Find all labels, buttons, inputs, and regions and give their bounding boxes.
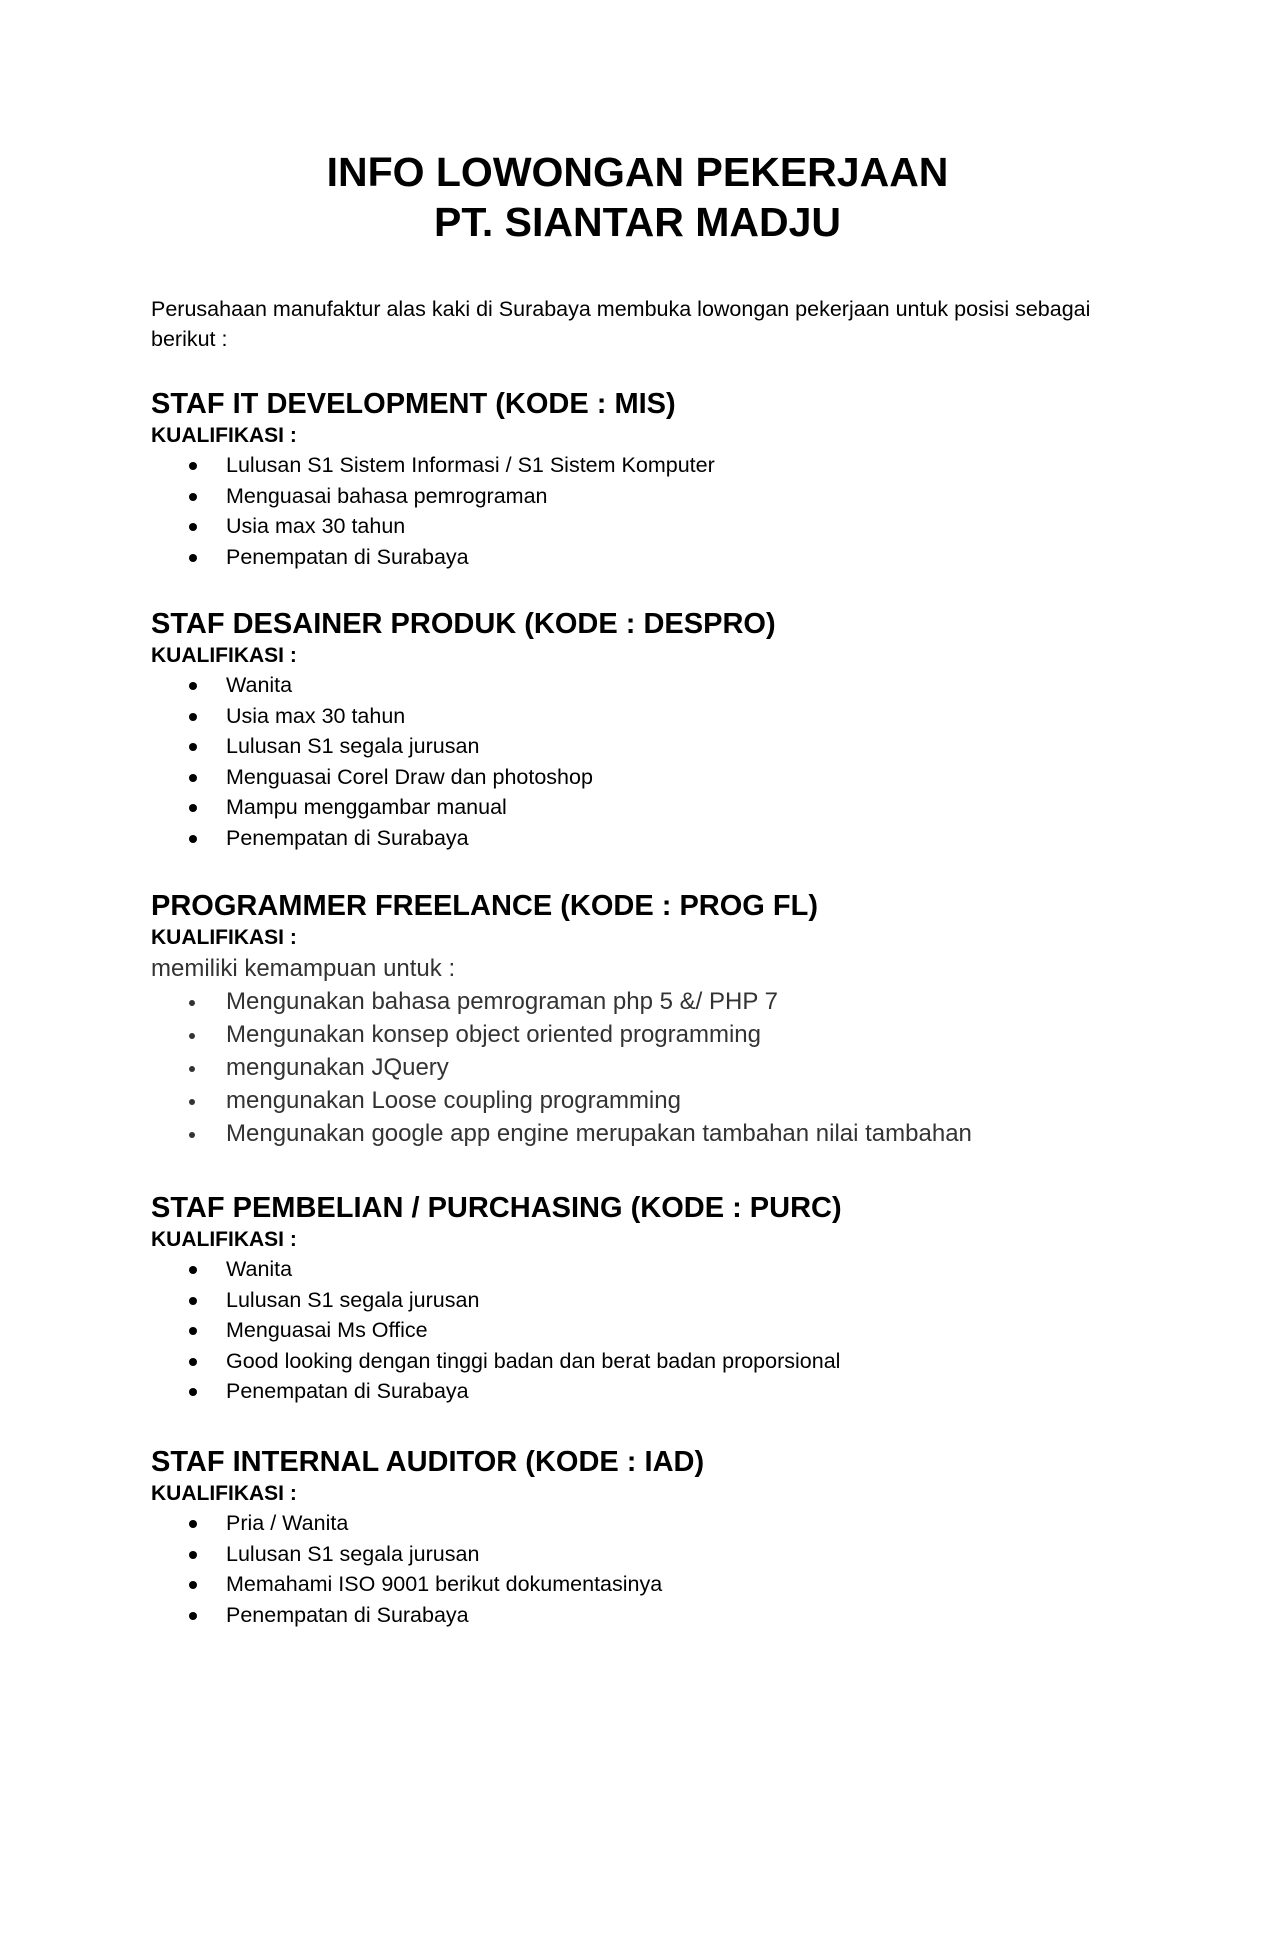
- list-item: [151, 1254, 1201, 1285]
- section-heading: STAF IT DEVELOPMENT (KODE : MIS): [151, 388, 676, 420]
- intro-paragraph: Perusahaan manufaktur alas kaki di Surabaya membuka lowongan pekerjaan untuk posisi sebagai berikut :: [151, 297, 1091, 351]
- bullet-icon: [189, 1000, 195, 1006]
- bullet-icon: [189, 1612, 197, 1620]
- section-staf-desainer-produk: [151, 606, 1201, 853]
- list-item-text: Lulusan S1 segala jurusan: [226, 1287, 480, 1312]
- bullet-icon: [189, 554, 197, 562]
- section-subtext: memiliki kemampuan untuk :: [151, 955, 456, 982]
- document-title-line-2: PT. SIANTAR MADJU: [434, 199, 841, 245]
- kualifikasi-label: KUALIFIKASI :: [151, 926, 297, 949]
- bullet-icon: [189, 493, 197, 501]
- section-heading: STAF PEMBELIAN / PURCHASING (KODE : PURC): [151, 1192, 842, 1224]
- bullet-icon: [189, 682, 197, 690]
- list-item-text: Mengunakan google app engine merupakan tambahan nilai tambahan: [226, 1120, 972, 1147]
- list-item-text: Mengunakan bahasa pemrograman php 5 &/ PHP 7: [226, 988, 778, 1015]
- list-item: [151, 542, 1201, 573]
- bullet-icon: [189, 713, 197, 721]
- list-item-text: Pria / Wanita: [226, 1511, 349, 1535]
- list-item-text: Lulusan S1 Sistem Informasi / S1 Sistem Komputer: [226, 453, 715, 477]
- list-item: [151, 701, 1201, 732]
- bullet-icon: [189, 462, 197, 470]
- list-item: [151, 985, 1201, 1018]
- list-item: [151, 1508, 1201, 1539]
- list-item-text: Usia max 30 tahun: [226, 703, 406, 728]
- kualifikasi-label: KUALIFIKASI :: [151, 644, 297, 667]
- list-item: [151, 1346, 1201, 1377]
- qualification-list: [151, 985, 1201, 1150]
- list-item-text: Lulusan S1 segala jurusan: [226, 1541, 480, 1566]
- bullet-icon: [189, 1327, 197, 1335]
- list-item-text: Wanita: [226, 1257, 293, 1281]
- bullet-icon: [189, 835, 197, 843]
- list-item: [151, 731, 1201, 762]
- list-item-text: Mengunakan konsep object oriented programming: [226, 1021, 761, 1048]
- list-item: [151, 481, 1201, 512]
- list-item-text: Memahami ISO 9001 berikut dokumentasinya: [226, 1572, 663, 1596]
- kualifikasi-label: KUALIFIKASI :: [151, 1482, 297, 1505]
- qualification-list: [151, 1508, 1201, 1630]
- bullet-icon: [189, 1581, 197, 1589]
- section-programmer-freelance: [151, 888, 1201, 1150]
- section-staf-internal-auditor: [151, 1444, 1201, 1630]
- bullet-icon: [189, 1388, 197, 1396]
- bullet-icon: [189, 774, 197, 782]
- list-item-text: Usia max 30 tahun: [226, 514, 406, 538]
- list-item: [151, 450, 1201, 481]
- list-item-text: Penempatan di Surabaya: [226, 1602, 469, 1627]
- list-item-text: Lulusan S1 segala jurusan: [226, 734, 480, 758]
- section-heading: PROGRAMMER FREELANCE (KODE : PROG FL): [151, 890, 818, 922]
- bullet-icon: [189, 743, 197, 751]
- bullet-icon: [189, 1520, 197, 1528]
- list-item: [151, 1051, 1201, 1084]
- bullet-icon: [189, 1551, 197, 1559]
- qualification-list: [151, 450, 1201, 572]
- list-item: [151, 1084, 1201, 1117]
- bullet-icon: [189, 1066, 195, 1072]
- list-item-text: Wanita: [226, 673, 293, 697]
- list-item: [151, 1117, 1201, 1150]
- list-item-text: Menguasai Ms Office: [226, 1318, 428, 1342]
- list-item-text: Penempatan di Surabaya: [226, 825, 469, 850]
- section-staf-pembelian: [151, 1190, 1201, 1407]
- list-item: [151, 762, 1201, 793]
- section-heading: STAF INTERNAL AUDITOR (KODE : IAD): [151, 1446, 705, 1478]
- bullet-icon: [189, 1099, 195, 1105]
- section-heading: STAF DESAINER PRODUK (KODE : DESPRO): [151, 608, 776, 640]
- list-item: [151, 1018, 1201, 1051]
- bullet-icon: [189, 1297, 197, 1305]
- bullet-icon: [189, 804, 197, 812]
- qualification-list: [151, 1254, 1201, 1407]
- list-item: [151, 1376, 1201, 1407]
- list-item: [151, 670, 1201, 701]
- bullet-icon: [189, 1132, 195, 1138]
- bullet-icon: [189, 1266, 197, 1274]
- list-item-text: Penempatan di Surabaya: [226, 1379, 469, 1403]
- list-item: [151, 511, 1201, 542]
- list-item-text: Menguasai Corel Draw dan photoshop: [226, 764, 593, 789]
- qualification-list: [151, 670, 1201, 853]
- bullet-icon: [189, 523, 197, 531]
- kualifikasi-label: KUALIFIKASI :: [151, 1228, 297, 1251]
- list-item: [151, 1600, 1201, 1631]
- section-staf-it-development: [151, 386, 1201, 572]
- list-item-text: Penempatan di Surabaya: [226, 544, 469, 569]
- list-item: [151, 1285, 1201, 1316]
- bullet-icon: [189, 1358, 197, 1366]
- list-item: [151, 1569, 1201, 1600]
- document-title-line-1: INFO LOWONGAN PEKERJAAN: [326, 149, 949, 195]
- list-item-text: mengunakan Loose coupling programming: [226, 1087, 681, 1114]
- list-item: [151, 1539, 1201, 1570]
- list-item: [151, 1315, 1201, 1346]
- list-item-text: Good looking dengan tinggi badan dan berat badan proporsional: [226, 1348, 841, 1373]
- list-item: [151, 823, 1201, 854]
- list-item-text: Menguasai bahasa pemrograman: [226, 483, 548, 508]
- kualifikasi-label: KUALIFIKASI :: [151, 424, 297, 447]
- bullet-icon: [189, 1033, 195, 1039]
- list-item: [151, 792, 1201, 823]
- list-item-text: mengunakan JQuery: [226, 1054, 449, 1081]
- list-item-text: Mampu menggambar manual: [226, 795, 507, 819]
